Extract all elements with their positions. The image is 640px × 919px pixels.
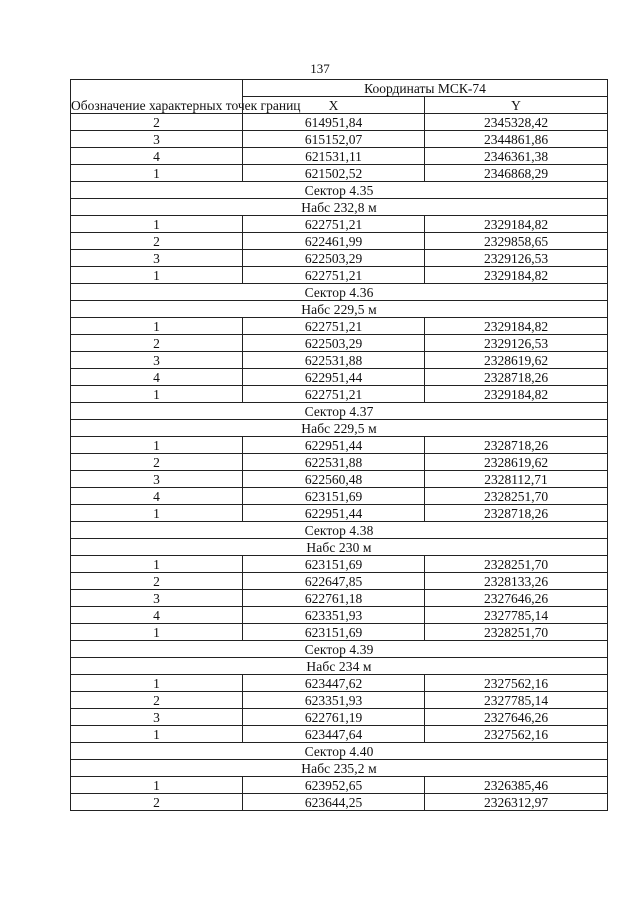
table-row [71, 386, 608, 403]
x-coordinate-cell: 623447,64 [243, 726, 425, 743]
point-number-cell: 1 [71, 267, 243, 284]
y-coordinate-cell: 2344861,86 [425, 131, 608, 148]
x-coordinate-cell: 622647,85 [243, 573, 425, 590]
table-row [71, 488, 608, 505]
x-coordinate-cell: 622461,99 [243, 233, 425, 250]
section-row [71, 539, 608, 556]
table-row [71, 624, 608, 641]
table-row [71, 709, 608, 726]
x-coordinate-cell: 622951,44 [243, 437, 425, 454]
x-coordinate-cell: 621531,11 [243, 148, 425, 165]
table-row [71, 505, 608, 522]
point-number-cell: 4 [71, 148, 243, 165]
table-row [71, 437, 608, 454]
x-coordinate-cell: 622751,21 [243, 318, 425, 335]
x-coordinate-cell: 623151,69 [243, 624, 425, 641]
section-row [71, 641, 608, 658]
table-body [71, 114, 608, 811]
point-number-cell: 4 [71, 488, 243, 505]
table-row [71, 454, 608, 471]
point-number-cell: 2 [71, 794, 243, 811]
point-number-cell: 3 [71, 352, 243, 369]
section-label: Сектор 4.38 [71, 522, 608, 539]
table-row [71, 335, 608, 352]
x-coordinate-cell: 615152,07 [243, 131, 425, 148]
point-number-cell: 1 [71, 318, 243, 335]
y-coordinate-cell: 2328619,62 [425, 454, 608, 471]
point-number-cell: 1 [71, 437, 243, 454]
coordinates-table [70, 79, 608, 811]
y-coordinate-cell: 2345328,42 [425, 114, 608, 131]
x-coordinate-cell: 622751,21 [243, 267, 425, 284]
point-number-cell: 2 [71, 573, 243, 590]
table-row [71, 369, 608, 386]
table-row [71, 318, 608, 335]
x-coordinate-cell: 622761,18 [243, 590, 425, 607]
y-coordinate-cell: 2329126,53 [425, 250, 608, 267]
point-number-cell: 2 [71, 233, 243, 250]
x-coordinate-cell: 622751,21 [243, 386, 425, 403]
section-row [71, 760, 608, 777]
y-coordinate-cell: 2328718,26 [425, 369, 608, 386]
x-coordinate-cell: 622503,29 [243, 250, 425, 267]
section-label: Набс 232,8 м [71, 199, 608, 216]
table-row [71, 352, 608, 369]
point-number-cell: 3 [71, 590, 243, 607]
section-row [71, 420, 608, 437]
y-coordinate-cell: 2327562,16 [425, 675, 608, 692]
x-coordinate-cell: 623151,69 [243, 556, 425, 573]
coords-header: Координаты МСК-74 [243, 80, 608, 97]
section-row [71, 284, 608, 301]
y-coordinate-cell: 2328718,26 [425, 437, 608, 454]
y-coordinate-cell: 2327785,14 [425, 692, 608, 709]
point-number-cell: 3 [71, 131, 243, 148]
point-label-header: Обозначение характерных точек границ [71, 80, 243, 114]
table-row [71, 471, 608, 488]
x-coordinate-cell: 623351,93 [243, 607, 425, 624]
point-number-cell: 1 [71, 556, 243, 573]
x-coordinate-cell: 622951,44 [243, 369, 425, 386]
table-row [71, 131, 608, 148]
point-number-cell: 2 [71, 114, 243, 131]
y-coordinate-cell: 2329184,82 [425, 318, 608, 335]
section-label: Сектор 4.35 [71, 182, 608, 199]
x-coordinate-cell: 623151,69 [243, 488, 425, 505]
point-number-cell: 2 [71, 454, 243, 471]
point-number-cell: 4 [71, 607, 243, 624]
x-coordinate-cell: 621502,52 [243, 165, 425, 182]
section-row [71, 301, 608, 318]
x-coordinate-cell: 622531,88 [243, 454, 425, 471]
y-coordinate-cell: 2329184,82 [425, 216, 608, 233]
table-row [71, 250, 608, 267]
section-label: Набс 229,5 м [71, 420, 608, 437]
section-label: Набс 230 м [71, 539, 608, 556]
y-coordinate-cell: 2328718,26 [425, 505, 608, 522]
x-column-header: X [243, 97, 425, 114]
section-row [71, 743, 608, 760]
point-number-cell: 3 [71, 471, 243, 488]
section-row [71, 658, 608, 675]
table-header [71, 80, 608, 114]
table-row [71, 692, 608, 709]
y-coordinate-cell: 2328251,70 [425, 624, 608, 641]
section-label: Набс 229,5 м [71, 301, 608, 318]
table-row [71, 573, 608, 590]
x-coordinate-cell: 622951,44 [243, 505, 425, 522]
x-coordinate-cell: 622761,19 [243, 709, 425, 726]
y-coordinate-cell: 2329184,82 [425, 267, 608, 284]
table-row [71, 794, 608, 811]
point-number-cell: 1 [71, 624, 243, 641]
section-row [71, 522, 608, 539]
y-coordinate-cell: 2327646,26 [425, 590, 608, 607]
y-coordinate-cell: 2326385,46 [425, 777, 608, 794]
x-coordinate-cell: 614951,84 [243, 114, 425, 131]
x-coordinate-cell: 622751,21 [243, 216, 425, 233]
section-label: Сектор 4.36 [71, 284, 608, 301]
point-number-cell: 4 [71, 369, 243, 386]
table-row [71, 556, 608, 573]
y-coordinate-cell: 2328133,26 [425, 573, 608, 590]
y-coordinate-cell: 2328112,71 [425, 471, 608, 488]
y-coordinate-cell: 2327646,26 [425, 709, 608, 726]
section-label: Сектор 4.40 [71, 743, 608, 760]
y-column-header: Y [425, 97, 608, 114]
point-number-cell: 2 [71, 335, 243, 352]
section-label: Набс 234 м [71, 658, 608, 675]
y-coordinate-cell: 2328251,70 [425, 556, 608, 573]
point-number-cell: 1 [71, 505, 243, 522]
table-row [71, 777, 608, 794]
point-number-cell: 3 [71, 250, 243, 267]
point-number-cell: 1 [71, 216, 243, 233]
section-label: Сектор 4.37 [71, 403, 608, 420]
section-label: Сектор 4.39 [71, 641, 608, 658]
table-row [71, 675, 608, 692]
table-row [71, 726, 608, 743]
y-coordinate-cell: 2327562,16 [425, 726, 608, 743]
point-number-cell: 2 [71, 692, 243, 709]
table-row [71, 233, 608, 250]
y-coordinate-cell: 2346868,29 [425, 165, 608, 182]
y-coordinate-cell: 2326312,97 [425, 794, 608, 811]
table-row [71, 216, 608, 233]
table-row [71, 165, 608, 182]
x-coordinate-cell: 623351,93 [243, 692, 425, 709]
y-coordinate-cell: 2327785,14 [425, 607, 608, 624]
table-row [71, 607, 608, 624]
point-number-cell: 1 [71, 777, 243, 794]
y-coordinate-cell: 2329184,82 [425, 386, 608, 403]
point-number-cell: 1 [71, 386, 243, 403]
y-coordinate-cell: 2329858,65 [425, 233, 608, 250]
y-coordinate-cell: 2328619,62 [425, 352, 608, 369]
table-row [71, 267, 608, 284]
x-coordinate-cell: 622531,88 [243, 352, 425, 369]
x-coordinate-cell: 623447,62 [243, 675, 425, 692]
section-row [71, 199, 608, 216]
y-coordinate-cell: 2328251,70 [425, 488, 608, 505]
page-number: 137 [310, 61, 330, 76]
x-coordinate-cell: 623952,65 [243, 777, 425, 794]
section-row [71, 403, 608, 420]
point-number-cell: 1 [71, 726, 243, 743]
x-coordinate-cell: 622503,29 [243, 335, 425, 352]
section-row [71, 182, 608, 199]
x-coordinate-cell: 623644,25 [243, 794, 425, 811]
point-number-cell: 3 [71, 709, 243, 726]
table-row [71, 148, 608, 165]
y-coordinate-cell: 2329126,53 [425, 335, 608, 352]
y-coordinate-cell: 2346361,38 [425, 148, 608, 165]
x-coordinate-cell: 622560,48 [243, 471, 425, 488]
table-row [71, 590, 608, 607]
point-number-cell: 1 [71, 675, 243, 692]
section-label: Набс 235,2 м [71, 760, 608, 777]
point-number-cell: 1 [71, 165, 243, 182]
table-row [71, 114, 608, 131]
